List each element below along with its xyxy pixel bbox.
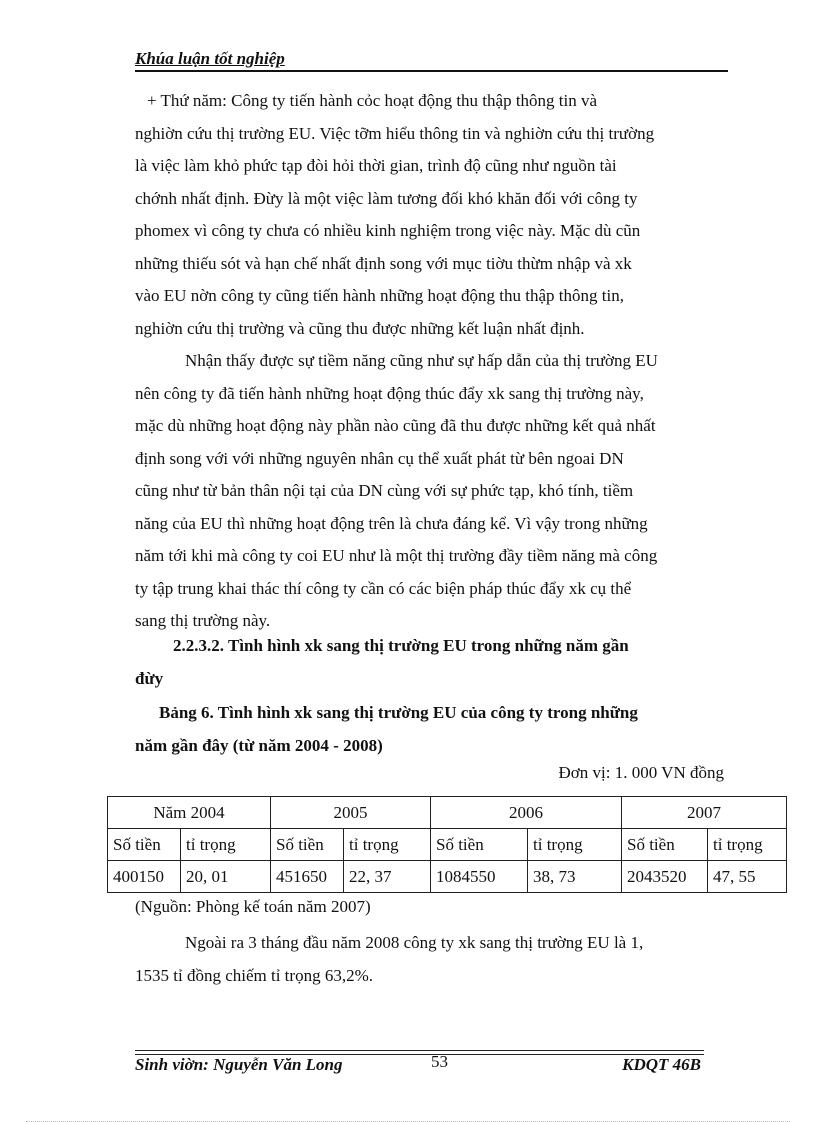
subheader-cell: Số tiền [108,829,181,861]
section-heading-line: đừy [135,668,164,688]
paragraph-line: những thiếu sót và hạn chế nhất định song với mục tiờu thừm nhập và xk [135,253,632,273]
paragraph-line: mặc dù những hoạt động này phần nào cũng đã thu được những kết quả nhất [135,416,656,435]
subheader-cell: Số tiền [622,829,708,861]
subheader-cell: Số tiền [271,829,344,861]
value-cell: 451650 [271,861,344,893]
paragraph-line: + Thứ năm: Công ty tiến hành cỏc hoạt động thu thập thông tin và [147,91,598,110]
table-row-values [108,861,787,893]
subheader-cell: tỉ trọng [708,829,787,861]
subheader-cell: Số tiền [431,829,528,861]
header-rule [135,70,728,72]
after-paragraph [135,927,727,992]
paragraph-2 [135,345,727,638]
paragraph-line: năng của EU thì những hoạt động trên là chưa đáng kể. Vì vậy trong những [135,513,648,533]
table-source: (Nguồn: Phòng kế toán năm 2007) [135,897,371,916]
footer-student: Sinh viờn: Nguyễn Văn Long [135,1055,343,1074]
year-header: 2006 [431,797,622,829]
paragraph-line: định song với với những nguyên nhân cụ thể xuất phát từ bên ngoai DN [135,448,624,468]
paragraph-line: vào EU nờn công ty cũng tiến hành những hoạt động thu thập thông tin, [135,286,624,305]
paragraph-line: sang thị trường này. [135,611,271,630]
value-cell: 1084550 [431,861,528,893]
year-header: 2007 [622,797,787,829]
table-row-subheaders [108,829,787,861]
year-header: 2005 [271,797,431,829]
section-heading [135,630,727,695]
paragraph-line: Nhận thấy được sự tiềm năng cũng như sự hấp dẫn của thị trường EU [185,351,658,370]
value-cell: 22, 37 [344,861,431,893]
paragraph-line: chớnh nhất định. Đừy là một việc làm tương đối khó khăn đối với công ty [135,188,638,208]
unit-label: Đơn vị: 1. 000 VN đồng [558,763,724,782]
subheader-cell: tỉ trọng [181,829,271,861]
page-break-divider [26,1121,790,1122]
footer-class: KDQT 46B [622,1055,701,1074]
paragraph-line: 1535 tỉ đồng chiếm tỉ trọng 63,2%. [135,965,373,985]
paragraph-line: nghiờn cứu thị trường và cũng thu được những kết luận nhất định. [135,318,585,338]
section-heading-line: 2.2.3.2. Tình hình xk sang thị trường EU trong những năm gần [173,636,629,655]
export-table [107,796,787,893]
value-cell: 2043520 [622,861,708,893]
paragraph-line: nên công ty đã tiến hành những hoạt động thúc đẩy xk sang thị trường này, [135,383,644,403]
value-cell: 20, 01 [181,861,271,893]
paragraph-line: Ngoài ra 3 tháng đầu năm 2008 công ty xk sang thị trường EU là 1, [185,933,644,952]
subheader-cell: tỉ trọng [344,829,431,861]
value-cell: 400150 [108,861,181,893]
page-number: 53 [431,1052,448,1071]
paragraph-line: là việc làm khỏ phức tạp đòi hỏi thời gian, trình độ cũng như nguồn tài [135,156,617,175]
paragraph-line: ty tập trung khai thác thí công ty cần có các biện pháp thúc đẩy xk cụ thể [135,578,632,598]
table-row-years [108,797,787,829]
paragraph-line: năm tới khi mà công ty coi EU như là một thị trường đầy tiềm năng mà công [135,546,658,565]
table-caption-line: năm gần đây (từ năm 2004 - 2008) [135,735,383,755]
value-cell: 47, 55 [708,861,787,893]
running-header-title: Khúa luận tốt nghiệp [135,49,285,68]
paragraph-line: nghiờn cứu thị trường EU. Việc tỡm hiểu thông tin và nghiờn cứu thị trường [135,123,655,143]
paragraph-1 [135,85,727,345]
table-caption [135,697,727,762]
paragraph-line: cũng như từ bản thân nội tại của DN cùng với sự phức tạp, khó tính, tiềm [135,481,634,500]
paragraph-line: phomex vì công ty chưa có nhiều kinh nghiệm trong việc này. Mặc dù cũn [135,221,641,240]
subheader-cell: tỉ trọng [528,829,622,861]
table-caption-line: Bảng 6. Tình hình xk sang thị trường EU của công ty trong những [159,703,638,722]
value-cell: 38, 73 [528,861,622,893]
year-header: Năm 2004 [108,797,271,829]
